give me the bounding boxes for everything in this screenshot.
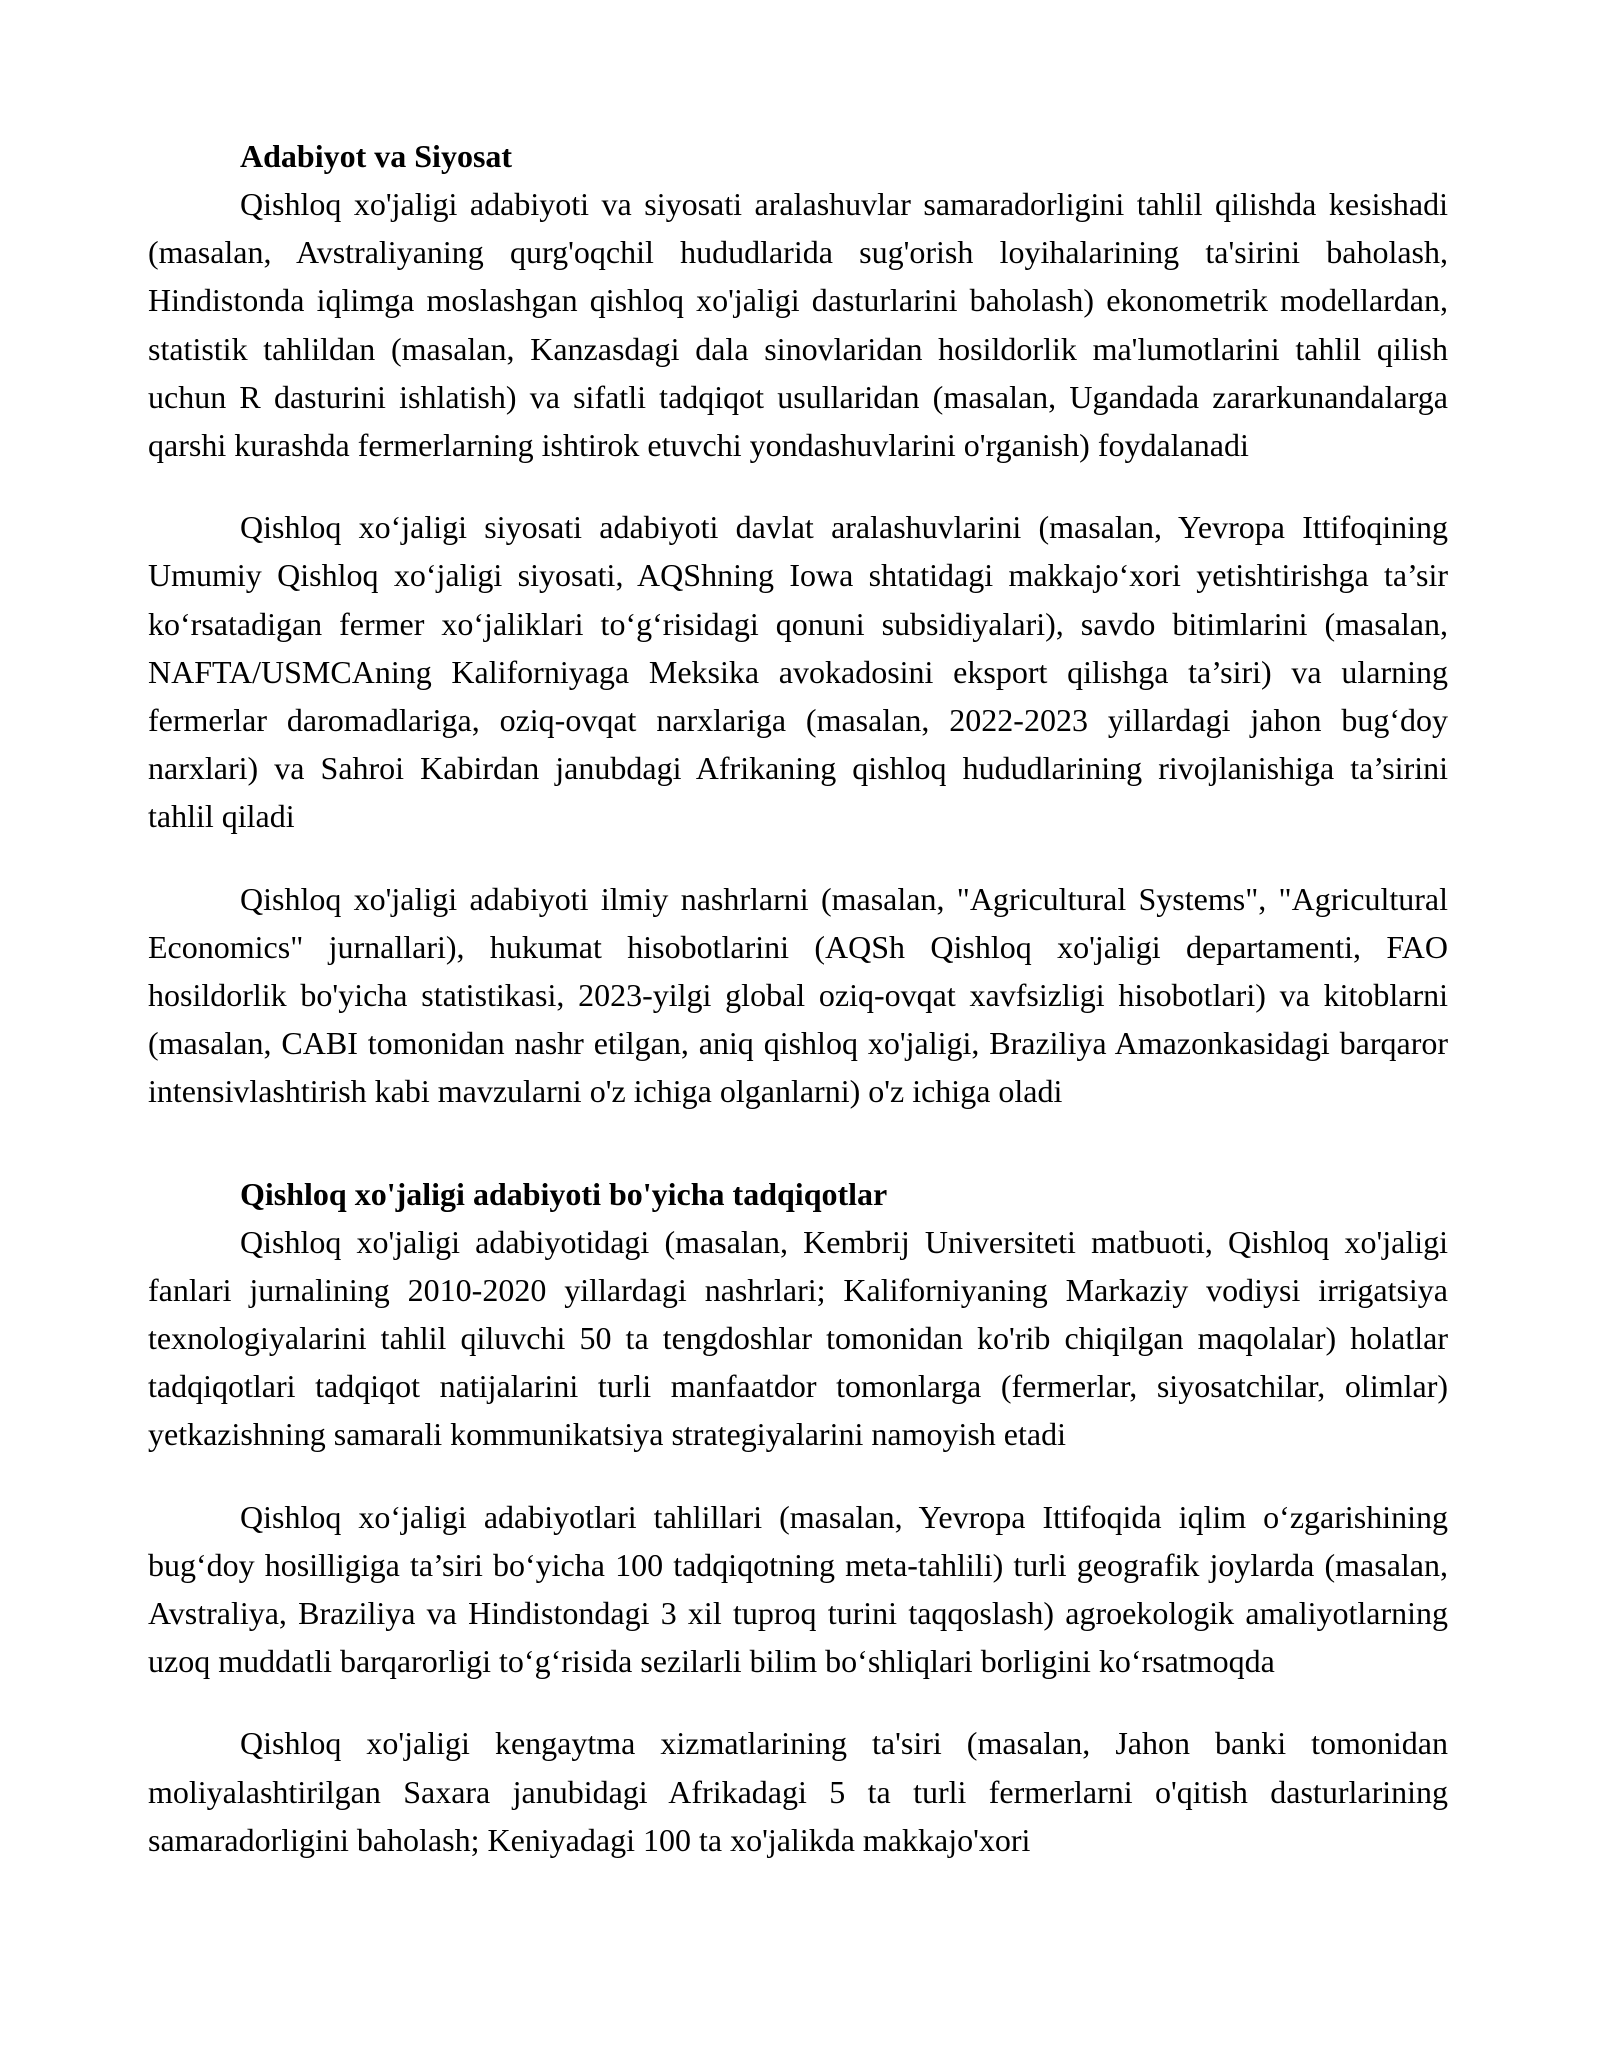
paragraph: Qishloq xo‘jaligi siyosati adabiyoti davlat aralashuvlarini (masalan, Yevropa Ittifoqining Umumiy Qishloq xo‘jaligi siyosati, AQShning Iowa shtatidagi makkajo‘xori yetishtirishga ta’sir ko‘rsatadigan fermer xo‘jaliklari to‘g‘risidagi qonuni subsidiyalari), savdo bitimlarini (masalan, NAFTA/USMCAning Kaliforniyaga Meksika avokadosini eksport qilishga ta’siri) va ularning fermerlar daromadlariga, oziq-ovqat narxlariga (masalan, 2022-2023 yillardagi jahon bug‘doy narxlari) va Sahroi Kabirdan janubdagi Afrikaning qishloq hududlarining rivojlanishiga ta’sirini tahlil qiladi [148, 509, 1448, 835]
document-page [148, 132, 1448, 1864]
paragraph: Qishloq xo'jaligi adabiyotidagi (masalan, Kembrij Universiteti matbuoti, Qishloq xo'jaligi fanlari jurnalining 2010-2020 yillardagi nashrlari; Kaliforniyaning Markaziy vodiysi irrigatsiya texnologiyalarini tahlil qiluvchi 50 ta tengdoshlar tomonidan ko'rib chiqilgan maqolalar) holatlar tadqiqotlari tadqiqot natijalarini turli manfaatdor tomonlarga (fermerlar, siyosatchilar, olimlar) yetkazishning samarali kommunikatsiya strategiyalarini namoyish etadi [148, 1223, 1448, 1453]
paragraph: Qishloq xo'jaligi adabiyoti ilmiy nashrlarni (masalan, "Agricultural Systems", "Agricultural Economics" jurnallari), hukumat hisobotlarini (AQSh Qishloq xo'jaligi departamenti, FAO hosildorlik bo'yicha statistikasi, 2023-yilgi global oziq-ovqat xavfsizligi hisobotlari) va kitoblarni (masalan, CABI tomonidan nashr etilgan, aniq qishloq xo'jaligi, Braziliya Amazonkasidagi barqaror intensivlashtirish kabi mavzularni o'z ichiga olganlarni) o'z ichiga oladi [148, 880, 1448, 1110]
paragraph: Qishloq xo‘jaligi adabiyotlari tahlillari (masalan, Yevropa Ittifoqida iqlim o‘zgarishining bug‘doy hosilligiga ta’siri bo‘yicha 100 tadqiqotning meta-tahlili) turli geografik joylarda (masalan, Avstraliya, Braziliya va Hindistondagi 3 xil tuproq turini taqqoslash) agroekologik amaliyotlarning uzoq muddatli barqarorligi to‘g‘risida sezilarli bilim bo‘shliqlari borligini ko‘rsatmoqda [148, 1498, 1448, 1680]
section-research [148, 1170, 1448, 1864]
paragraph: Qishloq xo'jaligi adabiyoti va siyosati aralashuvlar samaradorligini tahlil qilishda kesishadi (masalan, Avstraliyaning qurg'oqchil hududlarida sug'orish loyihalarining ta'sirini baholash, Hindistonda iqlimga moslashgan qishloq xo'jaligi dasturlarini baholash) ekonometrik modellardan, statistik tahlildan (masalan, Kanzasdagi dala sinovlaridan hosildorlik ma'lumotlarini tahlil qilish uchun R dasturini ishlatish) va sifatli tadqiqot usullaridan (masalan, Ugandada zararkunandalarga qarshi kurashda fermerlarning ishtirok etuvchi yondashuvlarini o'rganish) foydalanadi [148, 186, 1448, 464]
paragraph: Qishloq xo'jaligi kengaytma xizmatlarining ta'siri (masalan, Jahon banki tomonidan moliyalashtirilgan Saxara janubidagi Afrikadagi 5 ta turli fermerlarni o'qitish dasturlarining samaradorligini baholash; Keniyadagi 100 ta xo'jalikda makkajo'xori [148, 1725, 1448, 1858]
section-heading: Adabiyot va Siyosat [240, 138, 513, 174]
section-heading: Qishloq xo'jaligi adabiyoti bo'yicha tadqiqotlar [240, 1175, 888, 1212]
section-literature-policy [148, 132, 1448, 1116]
